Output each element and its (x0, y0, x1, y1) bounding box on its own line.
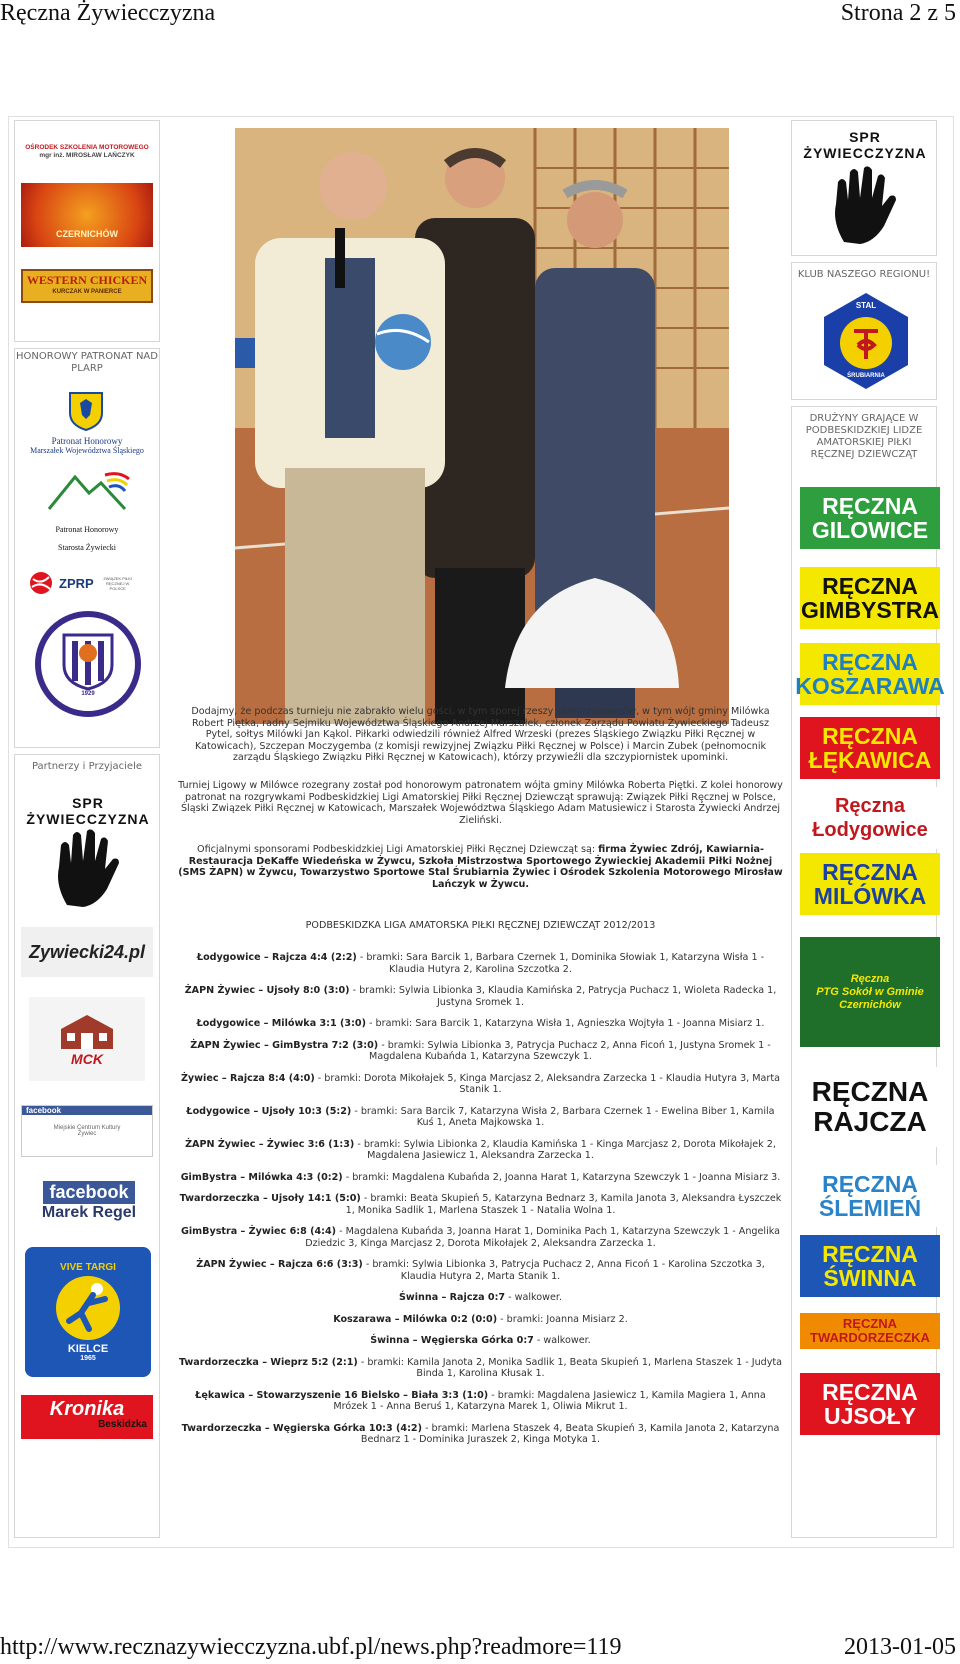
sponsors-intro: Oficjalnymi sponsorami Podbeskidzkiej Ligi Amatorskiej Piłki Ręcznej Dziewcząt są: (197, 844, 599, 855)
team-6-button[interactable] (800, 853, 940, 915)
page-number: Strona 2 z 5 (840, 0, 956, 26)
zprp-ball-icon (27, 571, 55, 595)
partners-panel (14, 754, 160, 1538)
article-paragraph-2: Turniej Ligowy w Milówce rozegrany został pod honorowym patronatem wójta gminy Milówka Roberta Piętki. Z kolei honorowy patronat na rozgrywkami Podbeskidzkiej Ligi Amatorskiej Piłki Ręcznej Dziewcząt sprawują: Związek Piłki Ręcznej w Polsce, Śląski Związek Piłki Ręcznej w Katowicach, Marszałek Województwa Śląskiego Adam Matusiewicz i Starosta Żywiecki Andrzej Zieliński. (178, 780, 783, 826)
mck-logo[interactable] (29, 997, 145, 1081)
vive-bottom-text: KIELCE (67, 1343, 109, 1355)
marshal-patronage (17, 433, 157, 459)
match-scorers: - bramki: Sylwia Libionka 3, Patrycja Puchacz 2, Anna Ficoń 1, Justyna Sromek 1 - Magdalena Kubańda 1, Katarzyna Szewczyk 1. (369, 1039, 771, 1062)
match-scorers: - bramki: Kamila Janota 2, Monika Sadlik 1, Beata Skupień 1, Marlena Staszek 1 - Judyta Binda 1, Karolina Kłusak 1. (357, 1356, 783, 1379)
team-label-line1: RĘCZNA (842, 1316, 898, 1331)
driving-school-name: OŚRODEK SZKOLENIA MOTOROWEGO (25, 144, 149, 151)
photo-illustration (235, 128, 729, 724)
marshal-name: Marszałek Województwa Śląskiego (30, 446, 144, 455)
team-label-line2: UJSOŁY (823, 1403, 917, 1429)
team-label-line1: RĘCZNA (811, 1076, 929, 1107)
restaurant-name: CZERNICHÓW (56, 229, 118, 239)
team-label-line2: GIMBYSTRA (801, 597, 939, 623)
match-scorers: - bramki: Sara Barcik 1, Katarzyna Wisła 1, Agnieszka Wojtyła 1 - Joanna Misiarz 1. (366, 1018, 765, 1029)
silesian-crest-icon (58, 631, 118, 691)
match-result (178, 1226, 783, 1249)
results-list (178, 952, 783, 1456)
starosta-logo-icon (45, 469, 131, 513)
match-result (178, 1423, 783, 1446)
article (178, 118, 783, 1538)
team-1-button[interactable] (800, 487, 940, 549)
team-5-button[interactable] (800, 787, 940, 849)
starosta-patronage-label: Patronat Honorowy (55, 525, 119, 534)
fb-marek-regel-logo[interactable] (37, 1175, 141, 1227)
match-scorers: - bramki: Sylwia Libionka 3, Patrycja Puchacz 2, Anna Ficoń 1 - Karolina Szczotka 3, Klaudia Hutyra 2, Marta Stanik 1. (362, 1259, 765, 1282)
match-score: Koszarawa – Milówka 0:2 (0:0) (333, 1313, 498, 1325)
fb-mck-line2: Żywiec (77, 1131, 97, 1137)
match-scorers: - walkower. (533, 1335, 591, 1346)
kronika-subtitle: Beskidzka (98, 1419, 147, 1430)
silesia-coat-of-arms-icon (68, 391, 104, 431)
teams-title: DRUŻYNY GRAJĄCE W PODBESKIDZKIEJ LIDZE AMATORSKIEJ PIŁKI RĘCZNEJ DZIEWCZĄT (805, 413, 923, 460)
match-score: Twardorzeczka – Wieprz 5:2 (2:1) (178, 1356, 358, 1368)
match-result (178, 1106, 783, 1129)
team-label-line2: TWARDORZECZKA (810, 1330, 930, 1345)
fb-mck-line1: Miejskie Centrum Kultury (53, 1125, 121, 1131)
team-8-button[interactable] (800, 1067, 940, 1147)
team-7-button[interactable] (800, 937, 940, 1047)
stal-srubiarnia-logo[interactable] (820, 291, 912, 391)
match-score: Twardorzeczka – Węgierska Górka 10:3 (4:2) (181, 1422, 422, 1434)
team-label-line2: PTG Sokół w Gminie Czernichów (816, 985, 924, 1011)
article-paragraph-1: Dodajmy, że podczas turnieju nie zabrakło wielu gości, w tym sporej rzeszy samorządowców, w tym wójt gminy Milówka Robert Piętka, radny Sejmiku Województwa Śląskiego Andrzej Marszałek, członek Zarządu Powiatu Żywieckiego Tadeusz Pytel, sołtys Milówki Jan Kąkol. Piłkarki odwiedzili również Alfred Wrzeski (prezes Śląskiego Związku Piłki Ręcznej w Katowicach), Szczepan Moczygemba (z komisji rewizyjnej Związku Piłki Ręcznej w Polsce) i Marcin Zubek (pełnomocnik zarządu Śląskiego Związku Piłki Ręcznej w Katowicach), którzy przywieźli dla szczypiornistek upominki. (191, 706, 770, 763)
match-score: Świnna – Rajcza 0:7 (399, 1292, 506, 1303)
match-scorers: - bramki: Dorota Mikołajek 5, Kinga Marcjasz 2, Aleksandra Zarzecka 1 - Klaudia Hutyra 3, Marta Stanik 1. (314, 1072, 781, 1095)
match-score: ŻAPN Żywiec – Ujsoły 8:0 (3:0) (184, 985, 350, 996)
team-10-button[interactable] (800, 1235, 940, 1297)
western-chicken-tagline: KURCZAK W PANIERCE (52, 289, 122, 295)
partners-title: Partnerzy i Przyjaciele (31, 761, 143, 772)
team-label-line1: RĘCZNA (822, 1171, 918, 1197)
starosta-name: Starosta Żywiecki (58, 543, 116, 552)
match-result (178, 952, 783, 975)
team-4-button[interactable] (800, 717, 940, 779)
article-paragraph-3 (178, 844, 783, 890)
spr-zywiecczyzna-logo-right[interactable] (798, 125, 932, 251)
match-scorers: - bramki: Sara Barcik 1, Barbara Czernek 1, Dominika Słowiak 1, Katarzyna Wisła 1 - Klaudia Hutyra 2, Karolina Szczotka 2. (356, 952, 765, 975)
team-label-line1: RĘCZNA (822, 573, 918, 599)
match-score: ŻAPN Żywiec – Rajcza 6:6 (3:3) (196, 1259, 363, 1270)
article-photo (235, 128, 729, 724)
zprp-logo[interactable] (27, 569, 151, 597)
black-hand-icon-right (830, 161, 900, 247)
match-scorers: - bramki: Joanna Misiarz 2. (497, 1313, 628, 1325)
fb-mck-logo[interactable] (21, 1105, 153, 1157)
patronage-title: HONOROWY PATRONAT NAD PLARP (16, 351, 158, 374)
sponsors-list: firma Żywiec Zdrój, Kawiarnia-Restauracja DeKaffe Wiedeńska w Żywcu, Szkoła Mistrzostwa Sportowego Żywieckiej Akademii Piłki Nożnej (SMS ŻAPN) w Żywcu, Towarzystwo Sportowe Stal Śrubiarnia Żywiec i Ośrodek Szkolenia Motorowego Mirosław Lańczyk w Żywcu. (178, 844, 783, 890)
team-label-line2: ŁĘKAWICA (808, 747, 932, 773)
team-label-line1: RĘCZNA (822, 723, 918, 749)
match-score: Łękawica – Stowarzyszenie 16 Bielsko – Biała 3:3 (1:0) (195, 1389, 489, 1401)
match-score: Łodygowice – Ujsoły 10:3 (5:2) (186, 1105, 352, 1117)
match-result (178, 1139, 783, 1162)
team-label-line2: MILÓWKA (813, 883, 927, 909)
teams-panel (791, 406, 945, 1538)
match-result (178, 1390, 783, 1413)
western-chicken-name: WESTERN CHICKEN (26, 273, 148, 287)
club-region-title: KLUB NASZEGO REGIONU! (797, 269, 931, 280)
handball-player-icon (53, 1273, 123, 1343)
match-scorers: - bramki: Beata Skupień 5, Katarzyna Bednarz 3, Kamila Janota 3, Aleksandra Łyszczek 1, Monika Sadlik 1, Marlena Staszek 1 - Natalia Wolna 1. (345, 1193, 782, 1216)
match-score: Żywiec – Rajcza 8:4 (4:0) (180, 1072, 315, 1084)
team-9-button[interactable] (800, 1165, 940, 1227)
match-score: ŻAPN Żywiec – Żywiec 3:6 (1:3) (185, 1138, 355, 1150)
fb-mck-brand: facebook (22, 1106, 152, 1115)
match-result (178, 1018, 783, 1030)
match-result (178, 1073, 783, 1096)
match-scorers: - Magdalena Kubańda 3, Joanna Harat 1, Dominika Pach 1, Katarzyna Szewczyk 1 - Angelika Dziedzic 3, Kinga Marcjasz 2, Dorota Mikołajek 2, Aleksandra Zarzecka 1. (305, 1226, 781, 1249)
fb-marek-name: Marek Regel (41, 1203, 137, 1221)
silesian-assoc-year: 1929 (81, 691, 95, 697)
team-label-line2: ŚLEMIEŃ (818, 1195, 922, 1221)
match-scorers: - bramki: Magdalena Kubańda 2, Joanna Harat 1, Katarzyna Szewczyk 1 - Joanna Misiarz 3. (342, 1171, 781, 1183)
team-label-line2: RAJCZA (813, 1106, 927, 1137)
vive-top-text: VIVE TARGI (60, 1262, 116, 1273)
zywiecki24-logo[interactable] (21, 927, 153, 977)
starosta-patronage (17, 519, 157, 559)
zprp-subtitle: ZWIĄZEK PIŁKI RĘCZNEJ W POLSCE (103, 575, 132, 591)
kronika-title: Kronika (49, 1398, 125, 1420)
team-label-line1: Ręczna (834, 795, 906, 817)
match-result (178, 1292, 783, 1304)
sponsor-panel (14, 120, 160, 342)
match-scorers: - bramki: Marlena Staszek 4, Beata Skupień 3, Kamila Janota 2, Katarzyna Bednarz 1 - Dominika Juraszek 2, Kinga Motyka 1. (360, 1422, 780, 1445)
team-3-button[interactable] (795, 643, 945, 705)
driving-school-owner: mgr inż. MIROSŁAW LAŃCZYK (39, 152, 135, 159)
team-label-line1: RĘCZNA (822, 493, 918, 519)
vive-year: 1965 (80, 1355, 96, 1362)
spr-logo-text-right: SPR ŻYWIECCZYZNA (803, 129, 927, 161)
team-label-line1: Ręczna (850, 972, 890, 985)
black-hand-icon (53, 827, 123, 907)
match-result (178, 1335, 783, 1347)
team-12-button[interactable] (800, 1373, 940, 1435)
team-label-line2: ŚWINNA (823, 1265, 917, 1291)
print-date: 2013-01-05 (844, 1634, 956, 1660)
match-score: Twardorzeczka – Ujsoły 14:1 (5:0) (179, 1193, 361, 1204)
vive-kielce-logo[interactable] (25, 1247, 151, 1377)
western-chicken-logo[interactable] (21, 269, 153, 303)
team-label-line1: RĘCZNA (822, 859, 918, 885)
match-result (178, 985, 783, 1008)
restaurant-logo[interactable] (21, 183, 153, 247)
team-label-line1: RĘCZNA (822, 1241, 918, 1267)
match-score: ŻAPN Żywiec – GimBystra 7:2 (3:0) (190, 1039, 379, 1051)
team-label-line2: KOSZARAWA (795, 673, 945, 699)
site-title: Ręczna Żywiecczyzna (0, 0, 216, 26)
match-score: GimBystra – Żywiec 6:8 (4:4) (180, 1226, 337, 1237)
spr-logo-text: SPR ŻYWIECCZYZNA (26, 795, 150, 827)
right-sidebar (791, 120, 947, 1538)
match-score: Łodygowice – Rajcza 4:4 (2:2) (196, 952, 357, 963)
team-label-line1: RĘCZNA (822, 1379, 918, 1405)
league-title: PODBESKIDZKA LIGA AMATORSKA PIŁKI RĘCZNEJ DZIEWCZĄT 2012/2013 (305, 920, 656, 931)
match-result (178, 1040, 783, 1063)
team-label-line2: GILOWICE (811, 517, 929, 543)
kronika-beskidzka-logo[interactable] (21, 1395, 153, 1439)
stal-top-text: STAL (855, 301, 877, 310)
match-result (178, 1314, 783, 1326)
page-url: http://www.recznazywiecczyzna.ubf.pl/news.php?readmore=119 (0, 1634, 622, 1660)
match-scorers: - bramki: Sylwia Libionka 3, Klaudia Kamińska 2, Patrycja Puchacz 1, Wioleta Radecka 1, Justyna Sromek 1. (349, 985, 777, 1008)
left-sidebar (14, 120, 170, 1538)
zywiecki24-text: Zywiecki24.pl (28, 941, 146, 962)
team-2-button[interactable] (800, 567, 940, 629)
marshal-patronage-label: Patronat Honorowy (51, 436, 123, 446)
zprp-name: ZPRP (59, 575, 94, 591)
match-score: GimBystra – Milówka 4:3 (0:2) (180, 1171, 343, 1183)
match-scorers: - walkower. (505, 1292, 562, 1303)
club-region-panel (791, 262, 937, 400)
silesian-association-logo[interactable] (35, 611, 141, 717)
match-scorers: - bramki: Sara Barcik 7, Katarzyna Wisła 2, Barbara Czernek 1 - Ewelina Biber 1, Kamila Kuś 1, Aneta Majkowska 1. (351, 1105, 775, 1128)
mck-building-icon (57, 1011, 117, 1051)
match-result (178, 1193, 783, 1216)
match-result (178, 1259, 783, 1282)
driving-school-logo[interactable] (21, 141, 153, 163)
stal-bottom-text: ŚRUBIARNIA (847, 373, 885, 379)
patronage-panel (14, 348, 160, 748)
match-scorers: - bramki: Magdalena Jasiewicz 1, Kamila Magiera 1, Anna Mrózek 1 - Anna Beruś 1, Katarzyna Marek 1, Oliwia Mikrut 1. (333, 1389, 766, 1412)
match-score: Łodygowice – Milówka 3:1 (3:0) (196, 1018, 366, 1029)
team-label-line1: RĘCZNA (822, 649, 918, 675)
team-label-line2: Łodygowice (812, 819, 928, 841)
match-result (178, 1357, 783, 1380)
mck-text: MCK (71, 1051, 103, 1067)
match-result (178, 1172, 783, 1184)
match-scorers: - bramki: Sylwia Libionka 2, Klaudia Kamińska 1 - Kinga Marcjasz 2, Dorota Mikołajek 2, Magdalena Jasiewicz 1, Aleksandra Zarzecka 1. (354, 1138, 776, 1161)
match-score: Świnna – Węgierska Górka 0:7 (370, 1335, 534, 1346)
team-11-button[interactable] (800, 1313, 940, 1349)
spr-zywiecczyzna-logo[interactable] (25, 795, 151, 907)
spr-panel (791, 120, 937, 256)
fb-marek-brand: facebook (43, 1181, 134, 1204)
